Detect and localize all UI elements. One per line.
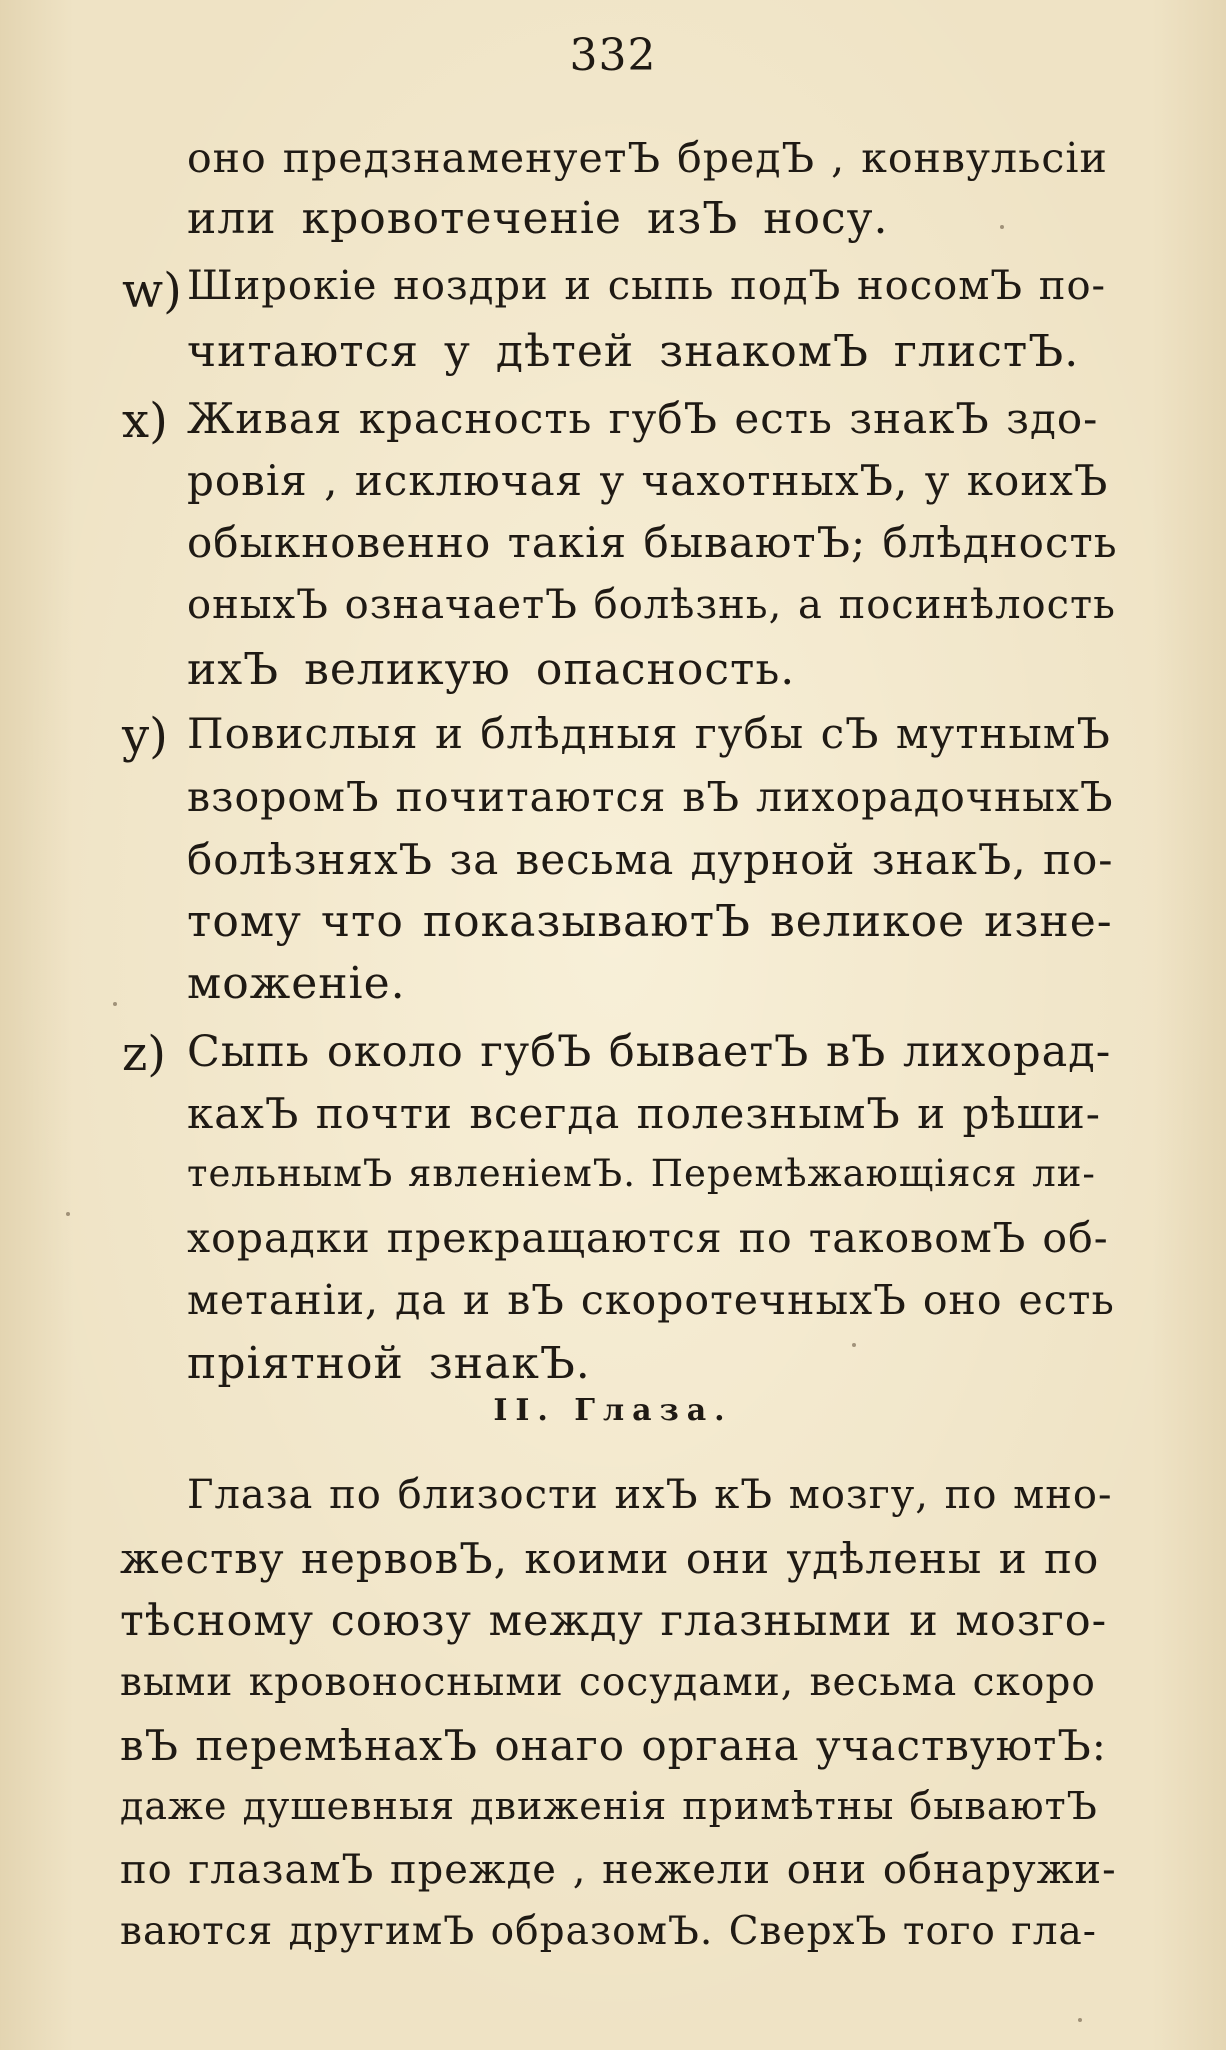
paragraph-line: жеству нервовЪ, коими они удѣлены и по — [120, 1534, 1100, 1583]
text-line: метаніи, да и вЪ скоротечныхЪ оно есть — [187, 1276, 1115, 1324]
paragraph-line: ваются другимЪ образомЪ. СверхЪ того гла- — [120, 1909, 1097, 1954]
item-label-w: w) — [122, 263, 182, 319]
text-line: Повислыя и блѣдныя губы сЪ мутнымЪ — [187, 709, 1111, 758]
text-line: читаются у дѣтей знакомЪ глистЪ. — [187, 326, 1080, 377]
text-line: тому что показываютЪ великое изне- — [187, 896, 1113, 947]
text-line: пріятной знакЪ. — [187, 1338, 591, 1389]
paragraph-line: даже душевныя движенія примѣтны бываютЪ — [120, 1784, 1098, 1828]
text-line: оно предзнаменуетЪ бредЪ , конвульсіи — [187, 134, 1108, 182]
paragraph-line: по глазамЪ прежде , нежели они обнаружи- — [120, 1847, 1117, 1893]
text-line: болѣзняхЪ за весьма дурной знакЪ, по- — [187, 835, 1114, 884]
text-line: Широкіе ноздри и сыпь подЪ носомЪ по- — [187, 263, 1107, 309]
paragraph-line: тѣсному союзу между глазными и мозго- — [120, 1596, 1108, 1646]
page-number: 332 — [569, 30, 657, 81]
item-label-z: z) — [122, 1026, 167, 1082]
paragraph-line: Глаза по близости ихЪ кЪ мозгу, по мно- — [187, 1472, 1113, 1518]
text-line: оныхЪ означаетЪ болѣзнь, а посинѣлость — [187, 582, 1116, 628]
text-line: кахЪ почти всегда полезнымЪ и рѣши- — [187, 1089, 1101, 1138]
paper-speck — [66, 1212, 70, 1216]
text-line: моженіе. — [187, 958, 406, 1009]
item-label-y: y) — [122, 708, 168, 764]
text-line: ихЪ великую опасность. — [187, 644, 796, 695]
item-label-x: x) — [122, 393, 168, 449]
text-line: Живая красность губЪ есть знакЪ здо- — [187, 394, 1099, 443]
paper-speck — [852, 1343, 856, 1347]
paper-speck — [113, 1002, 117, 1006]
text-line: или кровотеченіе изЪ носу. — [187, 193, 889, 244]
text-line: ровія , исключая у чахотныхЪ, у коихЪ — [187, 456, 1109, 505]
section-heading: II. Глаза. — [493, 1393, 733, 1428]
paper-speck — [1078, 2018, 1082, 2022]
paper-speck — [1000, 225, 1004, 229]
paragraph-line: выми кровоносными сосудами, весьма скоро — [120, 1660, 1096, 1705]
text-line: тельнымЪ явленіемЪ. Перемѣжающіяся ли- — [187, 1152, 1096, 1195]
text-line: взоромЪ почитаются вЪ лихорадочныхЪ — [187, 773, 1114, 821]
text-line: Сыпь около губЪ бываетЪ вЪ лихорад- — [187, 1027, 1112, 1077]
text-line: обыкновенно такія бываютЪ; блѣдность — [187, 518, 1118, 567]
paragraph-line: вЪ перемѣнахЪ онаго органа участвуютЪ: — [120, 1721, 1107, 1770]
text-line: хорадки прекращаются по таковомЪ об- — [187, 1214, 1109, 1262]
